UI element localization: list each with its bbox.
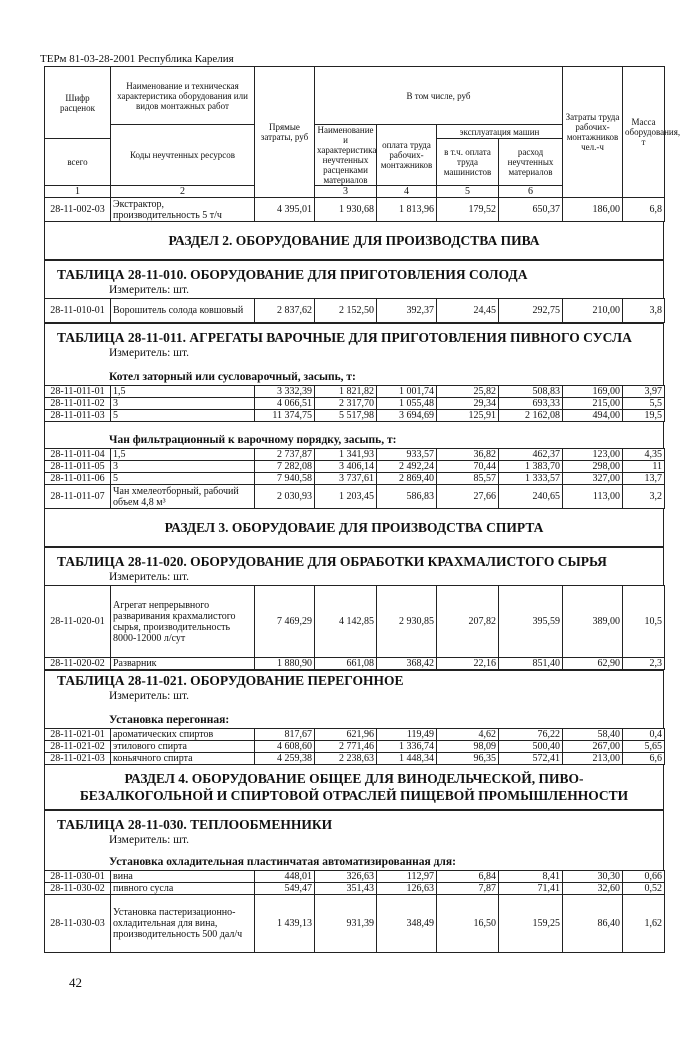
section-4-heading: РАЗДЕЛ 4. ОБОРУДОВАНИЕ ОБЩЕЕ ДЛЯ ВИНОДЕЛЬЧЕСКОЙ, ПИВО-БЕЗАЛКОГОЛЬНОЙ И СПИРТОВОЙ ОТРАСЛЕЙ ПИЩЕВОЙ ПРОМЫШЛЕННОСТИ [44,765,664,809]
measure-label: Измеритель: шт. [44,569,664,585]
col-wage: оплата труда рабочих-монтажников [377,125,437,186]
table-021 [44,728,665,765]
col-including: В том числе, руб [315,67,563,125]
spacer [44,848,664,856]
spacer [44,422,664,434]
col-total: всего [45,139,111,186]
col-operation: эксплуатация машин [437,125,563,139]
page-number: 42 [69,975,82,990]
section-2-heading: РАЗДЕЛ 2. ОБОРУДОВАНИЕ ДЛЯ ПРОИЗВОДСТВА ПИВА [44,222,664,259]
table-row: 28-11-030-03 Установка пастеризационно-охладительная для вина, производительность 500 дал/ч 1 439,13 931,39 348,49 16,50 159,25 86,40 1,62 [45,895,665,953]
table-row: 28-11-002-03 Экстрактор, производительность 5 т/ч 4 395,01 1 930,68 1 813,96 179,52 650,37 186,00 6,8 [45,198,665,222]
table-010-title: ТАБЛИЦА 28-11-010. ОБОРУДОВАНИЕ ДЛЯ ПРИГОТОВЛЕНИЯ СОЛОДА [44,259,664,282]
table-row: 28-11-011-03 5 11 374,75 5 517,98 3 694,69 125,91 2 162,08 494,00 19,5 [45,410,665,422]
group-heading: Установка охладительная пластинчатая автоматизированная для: [44,856,664,870]
group-heading: Чан фильтрационный к варочному порядку, засыпь, т: [44,434,664,448]
col-cipher: Шифр расценок [45,67,111,139]
group-heading: Котел заторный или сусловарочный, засыпь, т: [44,371,664,385]
table-row: 28-11-011-02 3 4 066,51 2 317,70 1 055,48 29,34 693,33 215,00 5,5 [45,398,665,410]
table-020-title: ТАБЛИЦА 28-11-020. ОБОРУДОВАНИЕ ДЛЯ ОБРАБОТКИ КРАХМАЛИСТОГО СЫРЬЯ [44,546,664,569]
table-011-title: ТАБЛИЦА 28-11-011. АГРЕГАТЫ ВАРОЧНЫЕ ДЛЯ ПРИГОТОВЛЕНИЯ ПИВНОГО СУСЛА [44,323,664,345]
table-row: 28-11-030-01 вина 448,01 326,63 112,97 6,84 8,41 30,30 0,66 [45,871,665,883]
group-heading: Установка перегонная: [44,714,664,728]
table-row: 28-11-030-02 пивного сусла 549,47 351,43 126,63 7,87 71,41 32,60 0,52 [45,883,665,895]
col-mass: Масса оборудования, т [623,67,665,198]
table-011-group-2 [44,448,665,509]
measure-label: Измеритель: шт. [44,345,664,361]
document-page [44,66,681,953]
col-labor: Затраты труда рабочих-монтажников чел.-ч [563,67,623,198]
table-021-title: ТАБЛИЦА 28-11-021. ОБОРУДОВАНИЕ ПЕРЕГОННОЕ [44,670,664,688]
table-row: 28-11-020-02 Разварник 1 880,90 661,08 368,42 22,16 851,40 62,90 2,3 [45,658,665,670]
col-codes: Коды неучтенных ресурсов [111,125,255,186]
spacer [44,704,664,714]
table-row: 28-11-021-02 этилового спирта 4 608,60 2 771,46 1 336,74 98,09 500,40 267,00 5,65 [45,741,665,753]
table-row: 28-11-011-05 3 7 282,08 3 406,14 2 492,24 70,44 1 383,70 298,00 11 [45,461,665,473]
col-mat-cons: расход неучтенных материалов [499,139,563,186]
column-header-table [44,66,681,222]
running-header: ТЕРм 81-03-28-2001 Республика Карелия [40,53,234,65]
table-030-title: ТАБЛИЦА 28-11-030. ТЕПЛООБМЕННИКИ [44,809,664,832]
table-030 [44,870,665,953]
table-row: 28-11-010-01 Ворошитель солода ковшовый 2 837,62 2 152,50 392,37 24,45 292,75 210,00 3,8 [45,299,665,323]
table-011-group-1 [44,385,665,422]
column-number-row: 1 2 3 4 5 6 [45,186,665,198]
col-direct: Прямые затраты, руб [255,67,315,198]
table-row: 28-11-011-07 Чан хмелеотборный, рабочий объем 4,8 м³ 2 030,93 1 203,45 586,83 27,66 240,65 113,00 3,2 [45,485,665,509]
measure-label: Измеритель: шт. [44,688,664,704]
table-row: 28-11-021-03 коньячного спирта 4 259,38 2 238,63 1 448,34 96,35 572,41 213,00 6,6 [45,753,665,765]
col-incl-wage: в т.ч. оплата труда машинистов [437,139,499,186]
table-row: 28-11-021-01 ароматических спиртов 817,67 621,96 119,49 4,62 76,22 58,40 0,4 [45,729,665,741]
col-name-top: Наименование и техническая характеристика оборудования или видов монтажных работ [111,67,255,125]
table-row: 28-11-011-01 1,5 3 332,39 1 821,82 1 001,74 25,82 508,83 169,00 3,97 [45,386,665,398]
measure-label: Измеритель: шт. [44,282,664,298]
table-010 [44,298,665,323]
measure-label: Измеритель: шт. [44,832,664,848]
table-row: 28-11-011-06 5 7 940,58 3 737,61 2 869,40 85,57 1 333,57 327,00 13,7 [45,473,665,485]
table-020 [44,585,665,670]
col-name-bottom: Наименование и характеристика неучтенных расценками материалов [315,125,377,186]
table-row: 28-11-020-01 Агрегат непрерывного разваривания крахмалистого сырья, производительность 8000-12000 л/сут 7 469,29 4 142,85 2 930,85 207,82 395,59 389,00 10,5 [45,586,665,658]
spacer [44,361,664,371]
table-row: 28-11-011-04 1,5 2 737,87 1 341,93 933,57 36,82 462,37 123,00 4,35 [45,449,665,461]
section-3-heading: РАЗДЕЛ 3. ОБОРУДОВАИЕ ДЛЯ ПРОИЗВОДСТВА СПИРТА [44,509,664,546]
